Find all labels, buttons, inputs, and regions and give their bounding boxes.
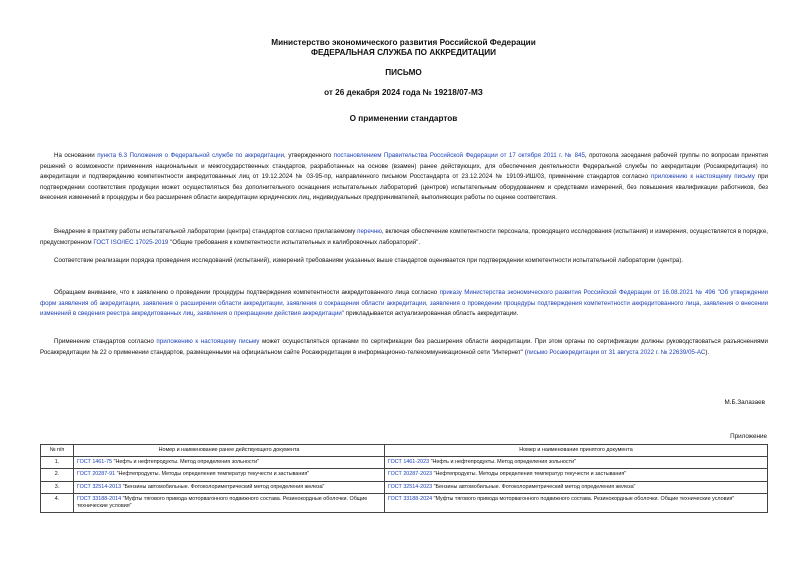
col-header-old: Номер и наименование ранее действующего документа [74, 445, 385, 457]
link-ministry-order[interactable]: приказу Министерства экономического развития Российской Федерации от 16.08.2021 № 496 "Об утверждении форм заявления об аккредитации, заявления о расширении области аккредитации, заявления о сокращении области аккредитации, заявления о проведении процедуры подтверждения компетентности аккредитованного лица, заявления о внесении изменений в сведения реестра аккредитованных лиц, заявления о прекращении действия аккредитации" [40, 289, 769, 318]
table-row [41, 469, 768, 481]
new-doc-title: "Муфты тягового привода моторвагонного подвижного состава. Резинокордные оболочки. Общие технические условия" [432, 495, 735, 502]
old-doc-title: "Бензины автомобильные. Фотоколориметрический метод определения железа" [121, 483, 325, 490]
old-doc-title: "Нефть и нефтепродукты. Метод определения зольности" [112, 459, 260, 466]
p4-text-b: прикладывается актуализированная область аккредитации. [344, 310, 519, 318]
appendix-label: Приложение [730, 433, 767, 440]
link-government-decree[interactable]: постановлением Правительства Российской Федерации от 17 октября 2011 г. № 845 [333, 152, 585, 159]
paragraph-5 [40, 337, 768, 358]
p2-text-b: , включая обеспечение компетентности персонала, проводящего исследования (испытания) и измерения, осуществляется в порядке, предусмотренном [40, 228, 768, 246]
new-document-cell [385, 469, 768, 481]
row-number: 3. [41, 481, 74, 493]
new-doc-link[interactable]: ГОСТ 33188-2024 [388, 495, 433, 502]
document-subject: О применении стандартов [349, 114, 458, 123]
new-doc-title: "Нефть и нефтепродукты. Метод определения зольности" [429, 459, 577, 466]
link-appendix-2[interactable]: приложению к настоящему письму [156, 338, 260, 345]
row-number: 4. [41, 493, 74, 512]
old-doc-title: "Нефтепродукты. Методы определения температур текучести и застывания" [115, 471, 310, 478]
link-gost-17025[interactable]: ГОСТ ISO/IEC 17025-2019 [93, 238, 169, 246]
p5-text-a: Применение стандартов согласно [54, 338, 157, 345]
old-document-cell [74, 469, 385, 481]
p4-text-a: Обращаем внимание, что к заявлению о проведении процедуры подтверждения компетентности аккредитованного лица согласно [54, 289, 440, 296]
link-appendix[interactable]: приложению к настоящему письму [650, 173, 755, 181]
new-doc-title: "Бензины автомобильные. Фотоколориметрический метод определения железа" [432, 483, 636, 490]
table-header-row [41, 445, 768, 457]
old-doc-link[interactable]: ГОСТ 1461-75 [77, 459, 113, 466]
paragraph-1 [40, 151, 768, 204]
standards-table [40, 444, 768, 513]
p5-text-c: ). [705, 348, 710, 356]
p1-text-c: , протокола заседания рабочей группы по вопросам принятия решений о возможности применения национальных и межгосударственных стандартов, разработанных на основе (взамен) ранее действующих, для обеспечения деятельности Федеральной службы по аккредитации (Росаккредитация) по аккредитации и подтверждению компетентности аккредитованных лиц от 19.12.2024 № 03-95-пр, направленного письмом Росстандарта от 23.12.2024 № 19109-ИШ/03, применение стандартов согласно [40, 152, 769, 181]
service-name: ФЕДЕРАЛЬНАЯ СЛУЖБА ПО АККРЕДИТАЦИИ [310, 48, 497, 57]
old-document-cell [74, 481, 385, 493]
new-doc-link[interactable]: ГОСТ 32514-2023 [388, 483, 433, 490]
new-document-cell [385, 493, 768, 512]
table-row [41, 457, 768, 469]
p2-text-a: Внедрение в практику работы испытательной лаборатории (центра) стандартов согласно прилагаемому [54, 228, 358, 235]
row-number: 2. [41, 469, 74, 481]
p1-text-d: при подтверждении соответствия продукции может осуществляться без дополнительного оснащения испытательных лабораторий (центров) испытательным оборудованием и средствами измерений, без повышения квалификации работников, без внесения изменений в процедуры и без расширения области аккредитации юридических лиц, индивидуальных предпринимателей, выполняющих работы по оценке соответствия. [40, 173, 769, 202]
new-doc-link[interactable]: ГОСТ 1461-2023 [388, 459, 430, 466]
link-regulation-p63[interactable]: пункта 6.3 Положения о Федеральной службе по аккредитации [97, 152, 285, 159]
table-row [41, 493, 768, 512]
old-doc-link[interactable]: ГОСТ 20287-91 [77, 471, 116, 478]
paragraph-2 [40, 227, 768, 248]
p1-text-a: На основании [54, 152, 98, 159]
paragraph-4 [40, 288, 768, 320]
old-document-cell [74, 493, 385, 512]
p5-text-b: может осуществляться органами по сертификации без расширения области аккредитации. При этом органы по сертификации должны руководствоваться разъяснениями Росаккредитации № 22 о применении стандартов, размещенными на официальном сайте Росаккредитации в информационно-телекоммуникационной сети "Интернет" ( [40, 338, 768, 356]
old-doc-link[interactable]: ГОСТ 32514-2013 [77, 483, 122, 490]
col-header-new: Номер и наименование принятого документа [385, 445, 768, 457]
link-list[interactable]: перечню [357, 228, 382, 235]
old-doc-title: "Муфты тягового привода моторвагонного подвижного состава. Резинокордные оболочки. Общие технические условия" [77, 495, 368, 510]
col-header-number: № п/п [41, 445, 74, 457]
table-row [41, 481, 768, 493]
old-document-cell [74, 457, 385, 469]
old-doc-link[interactable]: ГОСТ 33188-2014 [77, 495, 122, 502]
p2-text-c: "Общие требования к компетентности испытательных и калибровочных лабораторий". [168, 238, 421, 246]
document-type: ПИСЬМО [385, 68, 422, 77]
new-document-cell [385, 457, 768, 469]
document-date-number: от 26 декабря 2024 года № 19218/07-МЗ [324, 88, 483, 97]
row-number: 1. [41, 457, 74, 469]
new-doc-link[interactable]: ГОСТ 20287-2023 [388, 471, 433, 478]
ministry-name: Министерство экономического развития Российской Федерации [271, 38, 536, 47]
p3-text-a: Соответствие реализации порядка проведения исследований (испытаний), измерений требованиям указанных выше стандартов оценивается при подтверждении компетентности испытательной лаборатории (центра). [54, 257, 683, 264]
signature: М.Б.Залазаев [724, 399, 765, 406]
link-rosaccreditation-letter[interactable]: письмо Росаккредитации от 31 августа 2022 г. № 22639/05-АС [526, 348, 706, 356]
paragraph-3 [40, 256, 768, 267]
new-doc-title: "Нефтепродукты. Методы определения температур текучести и застывания" [432, 471, 627, 478]
new-document-cell [385, 481, 768, 493]
p1-text-b: , утвержденного [284, 152, 334, 159]
